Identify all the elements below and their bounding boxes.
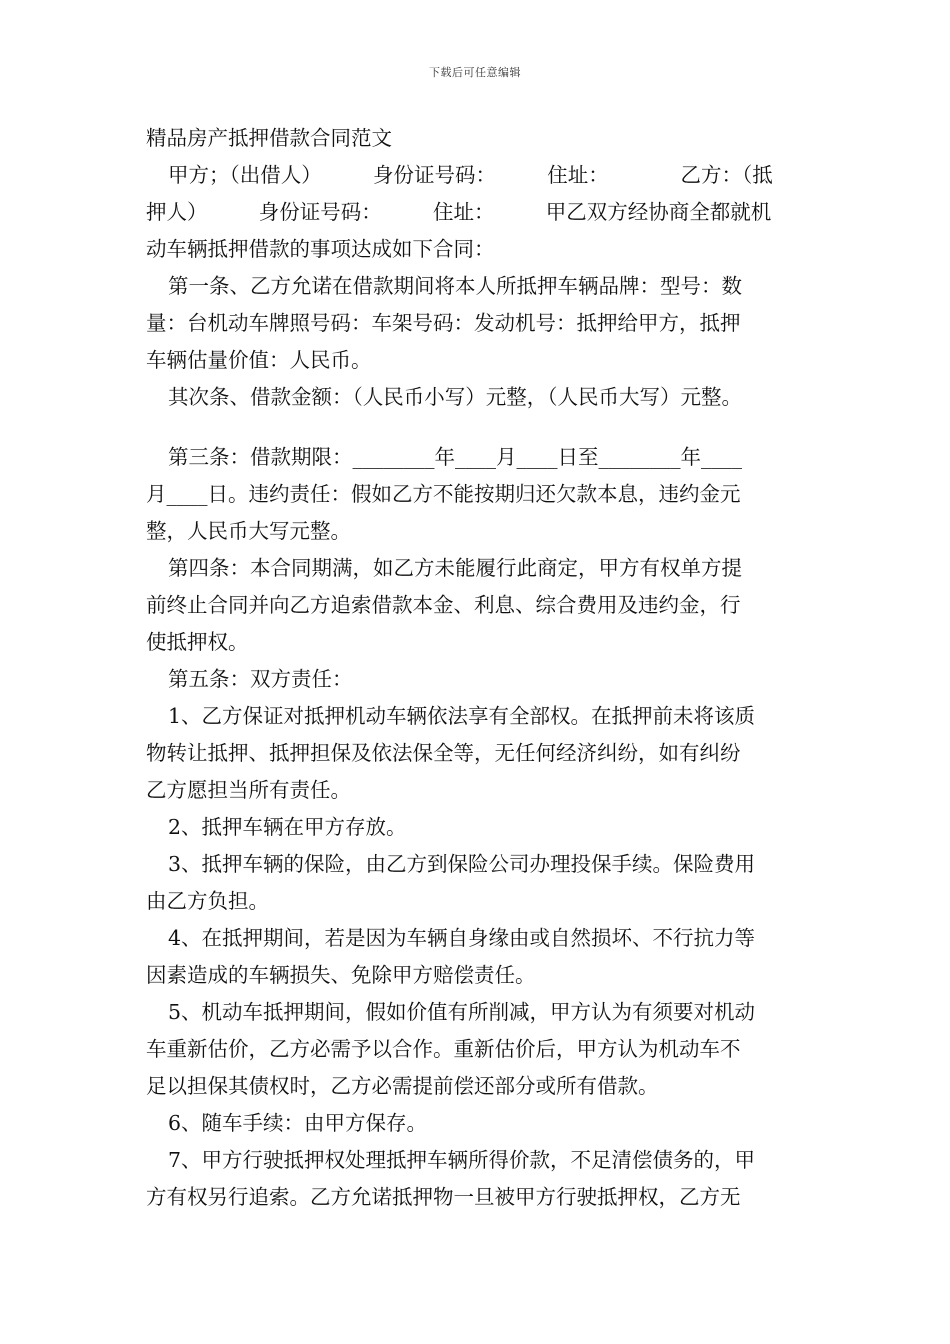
document-line: 1、乙方保证对抵押机动车辆依法享有全部权。在抵押前未将该质 [168,704,756,728]
document-line: 前终止合同并向乙方追索借款本金、利息、综合费用及违约金，行 [146,593,741,617]
document-line: 由乙方负担。 [146,889,269,913]
document-title: 精品房产抵押借款合同范文 [146,126,392,150]
document-line: 5、机动车抵押期间，假如价值有所削减，甲方认为有须要对机动 [168,1000,756,1024]
document-lines [146,157,808,1216]
document-line: 第四条：本合同期满，如乙方未能履行此商定，甲方有权单方提 [168,556,742,580]
document-line: 4、在抵押期间，若是因为车辆自身缘由或自然损坏、不行抗力等 [168,926,756,950]
document-line: 乙方愿担当所有责任。 [146,778,351,802]
document-line: 3、抵押车辆的保险，由乙方到保险公司办理投保手续。保险费用 [168,852,756,876]
document-line: 整，人民币大写元整。 [146,519,351,543]
document-line: 第五条：双方责任： [168,667,353,691]
document-line: 其次条、借款金额：（人民币小写）元整，（人民币大写）元整。 [168,385,742,409]
document-line: 甲方；（出借人） 身份证号码： 住址： 乙方：（抵 [168,163,773,187]
document-line: 动车辆抵押借款的事项达成如下合同： [146,237,495,261]
document-body [146,120,808,1216]
document-line: 车重新估价，乙方必需予以合作。重新估价后，甲方认为机动车不 [146,1037,741,1061]
document-line: 物转让抵押、抵押担保及依法保全等，无任何经济纠纷，如有纠纷 [146,741,741,765]
document-line: 月____日。违约责任：假如乙方不能按期归还欠款本息，违约金元 [146,482,741,506]
document-line: 第一条、乙方允诺在借款期间将本人所抵押车辆品牌：型号：数 [168,274,742,298]
document-line: 使抵押权。 [146,630,249,654]
document-line: 押人） 身份证号码： 住址： 甲乙双方经协商全都就机 [146,200,772,224]
document-line: 6、随车手续：由甲方保存。 [168,1111,428,1135]
document-line: 因素造成的车辆损失、免除甲方赔偿责任。 [146,963,536,987]
document-line: 量：台机动车牌照号码：车架号码：发动机号：抵押给甲方，抵押 [146,311,741,335]
document-line: 第三条：借款期限：________年____月____日至________年____ [168,445,742,469]
document-line: 足以担保其债权时，乙方必需提前偿还部分或所有借款。 [146,1074,659,1098]
document-line: 7、甲方行驶抵押权处理抵押车辆所得价款，不足清偿债务的，甲 [168,1148,756,1172]
page-header: 下载后可任意编辑 [429,66,521,79]
document-line: 车辆估量价值：人民币。 [146,348,372,372]
document-line: 2、抵押车辆在甲方存放。 [168,815,407,839]
paragraph-spacer [146,416,808,439]
document-line: 方有权另行追索。乙方允诺抵押物一旦被甲方行驶抵押权，乙方无 [146,1185,741,1209]
